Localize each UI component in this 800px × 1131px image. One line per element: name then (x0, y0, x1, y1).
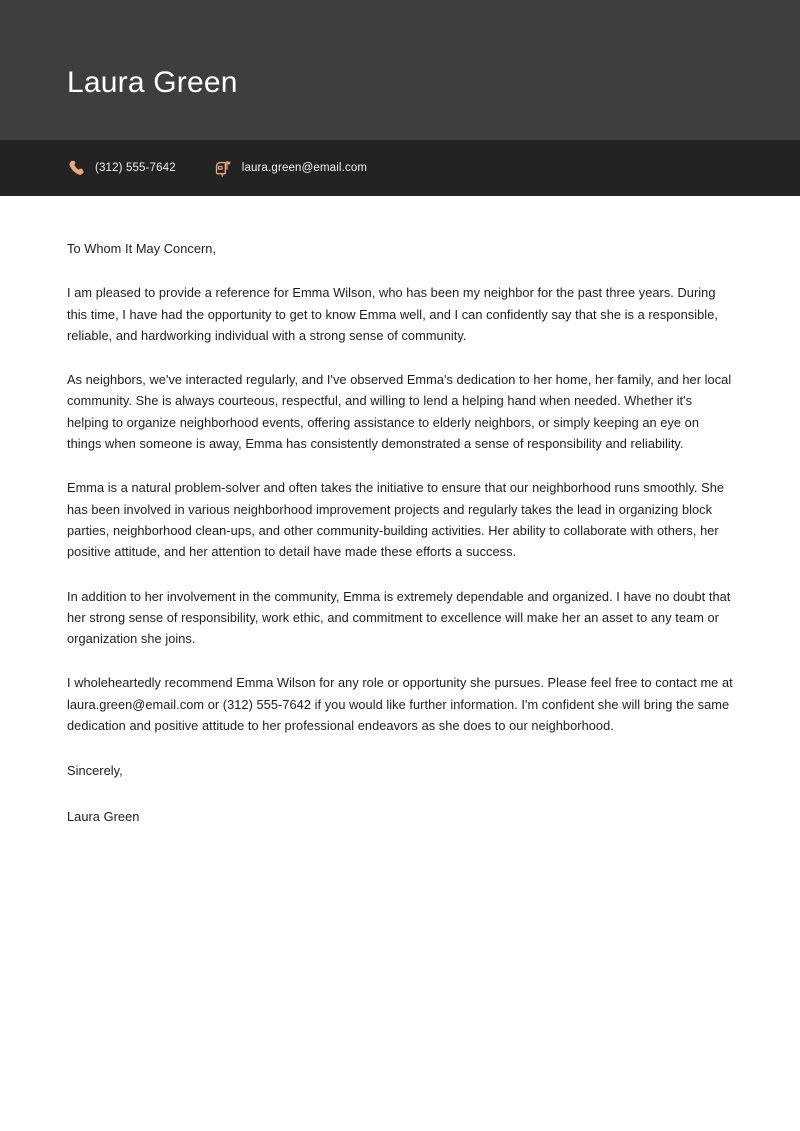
contact-item-email (214, 159, 367, 178)
contact-bar (0, 140, 800, 196)
letter-paragraph-1: I am pleased to provide a reference for Emma Wilson, who has been my neighbor for the past three years. During this time, I have had the opportunity to get to know Emma well, and I can confidently say that she is a responsible, reliable, and hardworking individual with a strong sense of community. (67, 285, 718, 343)
letter-signature: Laura Green (67, 808, 140, 824)
letter-closing: Sincerely, (67, 763, 123, 779)
page-title: Laura Green (67, 66, 238, 99)
mailbox-icon (214, 159, 233, 178)
contact-item-phone (67, 159, 176, 178)
letter-paragraph-3: Emma is a natural problem-solver and often takes the initiative to ensure that our neighborhood runs smoothly. She has been involved in various neighborhood improvement projects and regularly takes the lead in organizing block parties, neighborhood clean-ups, and other community-building activities. Her ability to collaborate with others, her positive attitude, and her attention to detail have made these efforts a success. (67, 480, 725, 560)
header-band (0, 0, 800, 140)
letter-paragraph-2: As neighbors, we've interacted regularly, and I've observed Emma's dedication to her home, her family, and her local community. She is always courteous, respectful, and willing to lend a helping hand when needed. Whether it's helping to organize neighborhood events, offering assistance to elderly neighbors, or simply keeping an eye on things when someone is away, Emma has consistently demonstrated a sense of responsibility and reliability. (67, 372, 732, 452)
phone-icon (67, 159, 86, 178)
contact-email-text: laura.green@email.com (241, 162, 368, 174)
letter-paragraph-5: I wholeheartedly recommend Emma Wilson for any role or opportunity she pursues. Please feel free to contact me at laura.green@email.com or (312) 555-7642 if you would like further information. I'm confident she will bring the same dedication and positive attitude to her professional endeavors as she does to our neighborhood. (67, 675, 733, 734)
contact-phone-text: (312) 555-7642 (95, 162, 176, 174)
letter-paragraph-4: In addition to her involvement in the community, Emma is extremely dependable and organized. I have no doubt that her strong sense of responsibility, work ethic, and commitment to excellence will make her an asset to any team or organization she joins. (67, 588, 731, 647)
letter-body (67, 196, 735, 827)
letter-salutation: To Whom It May Concern, (67, 241, 217, 256)
